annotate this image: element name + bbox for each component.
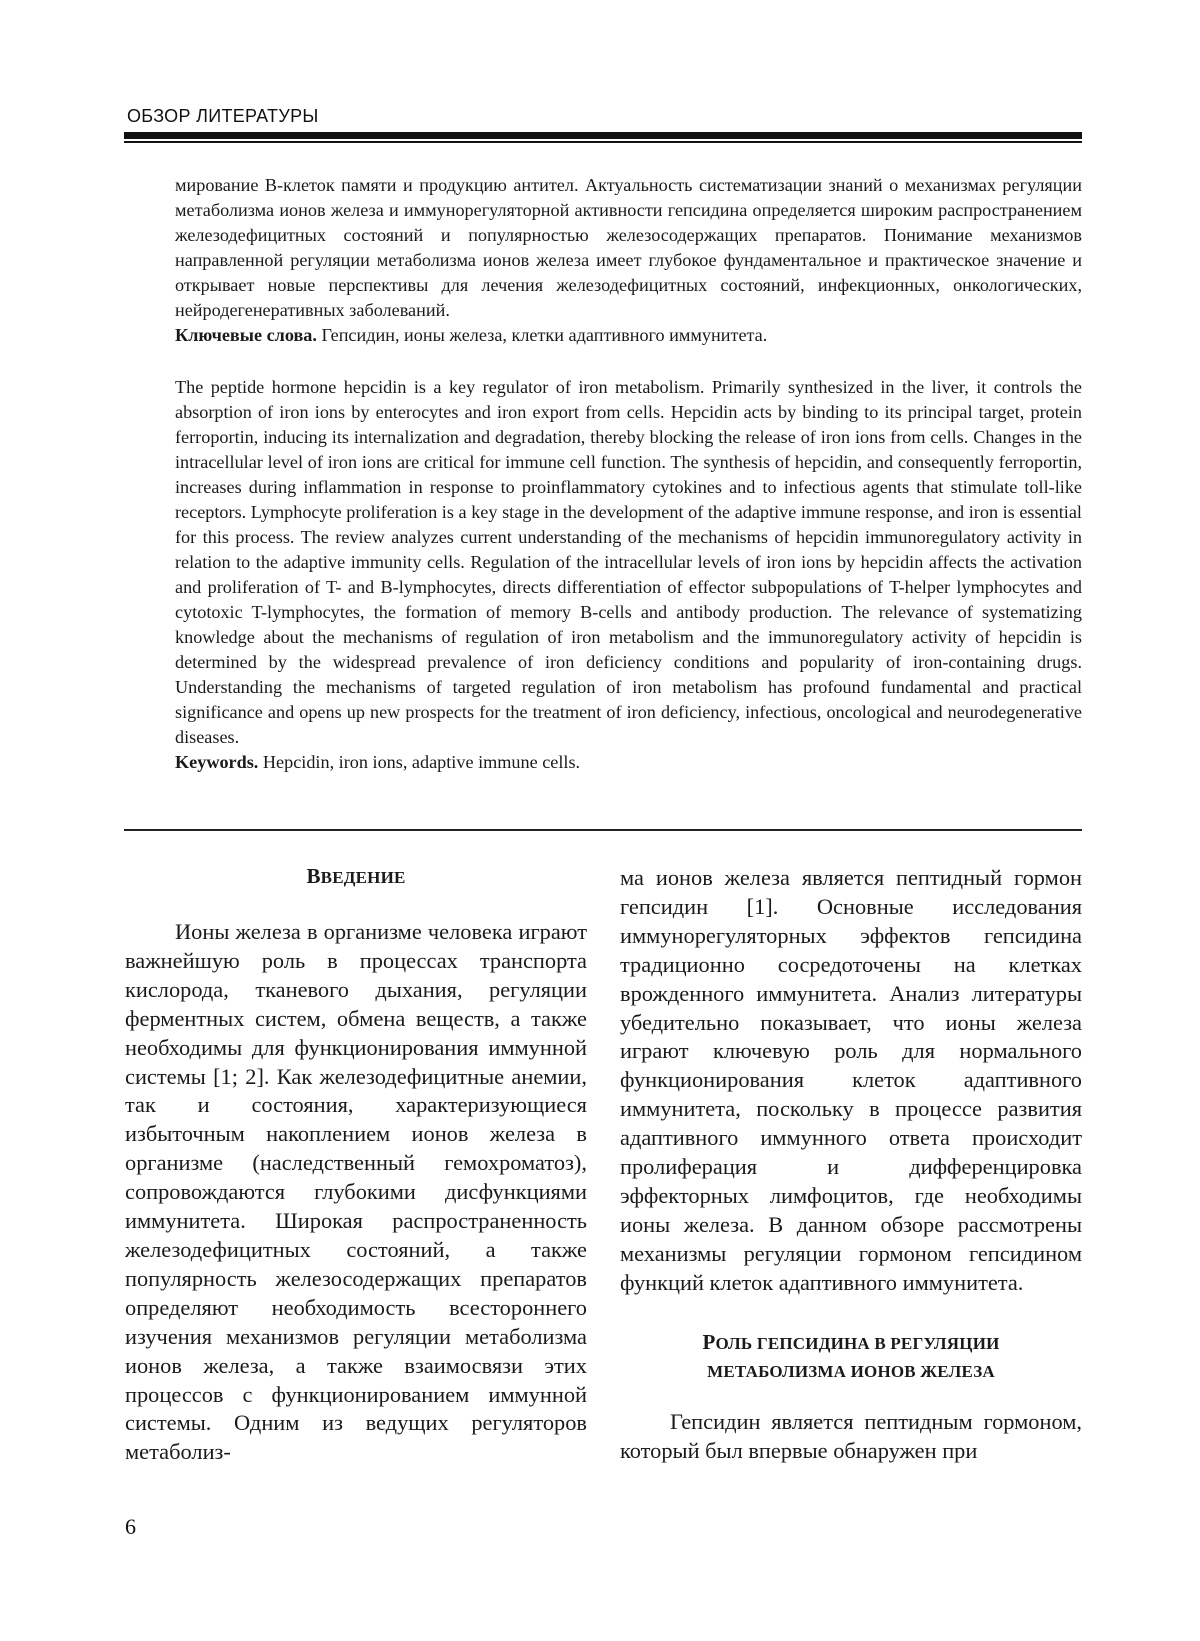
column-right: [620, 864, 1082, 1465]
intro-paragraph-right: ма ионов железа является пептидный гормон гепсидин [1]. Основные исследования иммунорегуляторных эффектов гепсидина традиционно сосредоточены на клетках врожденного иммунитета. Анализ литературы убедительно показывает, что ионы железа играют ключевую роль для нормального функционирования клеток адаптивного иммунитета, поскольку в процессе развития адаптивного иммунного ответа происходит пролиферация и дифференцировка эффекторных лимфоцитов, где необходимы ионы железа. В данном обзоре рассмотрены механизмы регуляции гормоном гепсидином функций клеток адаптивного иммунитета.: [620, 865, 1082, 1295]
abstract-separator-rule: [124, 829, 1082, 831]
section-title-hepcidin-initial: Р: [702, 1329, 716, 1354]
section2-paragraph: Гепсидин является пептидным гормоном, который был впервые обнаружен при: [620, 1408, 1082, 1463]
abstract-en-text: The peptide hormone hepcidin is a key regulator of iron metabolism. Primarily synthesized in the liver, it controls the absorption of iron ions by enterocytes and iron export from cells. Hepcidin acts by binding to its principal target, protein ferroportin, inducing its internalization and degradation, thereby blocking the release of iron ions from cells. Changes in the intracellular level of iron ions are critical for immune cell function. The synthesis of hepcidin, and consequently ferroportin, increases during inflammation in response to proinflammatory cytokines and to infectious agents that stimulate toll-like receptors. Lymphocyte proliferation is a key stage in the development of the adaptive immune response, and iron is essential for this process. The review analyzes current understanding of the mechanisms of hepcidin immunoregulatory activity in relation to the adaptive immunity cells. Regulation of the intracellular levels of iron ions by hepcidin affects the activation and proliferation of T- and B-lymphocytes, directs differentiation of effector subpopulations of T-helper lymphocytes and cytotoxic T-lymphocytes, the formation of memory B-cells and antibody production. The relevance of systematizing knowledge about the mechanisms of regulation of iron metabolism and the immunoregulatory activity of hepcidin is determined by the widespread prevalence of iron deficiency conditions and popularity of iron-containing drugs. Understanding the mechanisms of targeted regulation of iron metabolism has profound fundamental and practical significance and opens up new prospects for the treatment of iron deficiency, infectious, oncological and neurodegenerative diseases.: [175, 377, 1082, 747]
keywords-en-label: Keywords.: [175, 752, 259, 772]
column-left: [125, 862, 587, 1467]
intro-paragraph-left: Ионы железа в организме человека играют важнейшую роль в процессах транспорта кислорода, тканевого дыхания, регуляции ферментных систем, обмена веществ, а также необходимы для функционирования иммунной системы [1; 2]. Как железодефицитные анемии, так и состояния, характеризующиеся избыточным накоплением ионов железа в организме (наследственный гемохроматоз), сопровождаются глубокими дисфункциями иммунитета. Широкая распространенность железодефицитных состояний, а также популярность железосодержащих препаратов определяют необходимость всестороннего изучения механизмов регуляции метаболизма ионов железа, а также взаимосвязи этих процессов с функционированием иммунной системы. Одним из ведущих регуляторов метаболиз-: [125, 919, 587, 1465]
section-title-introduction-initial: В: [306, 864, 321, 888]
keywords-ru-text: Гепсидин, ионы железа, клетки адаптивного иммунитета.: [316, 325, 768, 345]
keywords-ru: [175, 323, 1082, 348]
section-title-hepcidin-line1: ОЛЬ ГЕПСИДИНА В РЕГУЛЯЦИИ: [715, 1333, 1000, 1353]
abstract-ru-text: мирование B-клеток памяти и продукцию антител. Актуальность систематизации знаний о механизмах регуляции метаболизма ионов железа и иммунорегуляторной активности гепсидина определяется широким распространением железодефицитных состояний и популярностью железосодержащих препаратов. Понимание механизмов направленной регуляции метаболизма ионов железа имеет глубокое фундаментальное и практическое значение и открывает новые перспективы для лечения железодефицитных состояний, инфекционных, онкологических, нейродегенеративных заболеваний.: [175, 175, 1082, 320]
header-rule-thick: [124, 132, 1082, 139]
abstract-russian: [175, 173, 1082, 348]
page-number: 6: [125, 1514, 136, 1539]
running-head: ОБЗОР ЛИТЕРАТУРЫ: [127, 106, 319, 126]
section-title-hepcidin-role: [620, 1328, 1082, 1386]
section-title-introduction: [125, 862, 587, 892]
keywords-en: [175, 750, 1082, 775]
abstract-english: [175, 375, 1082, 775]
section-title-introduction-rest: ВЕДЕНИЕ: [320, 868, 406, 887]
section-title-hepcidin-line2: МЕТАБОЛИЗМА ИОНОВ ЖЕЛЕЗА: [707, 1361, 995, 1381]
keywords-en-text: Hepcidin, iron ions, adaptive immune cells.: [258, 752, 581, 772]
header-rule-thin: [124, 141, 1082, 143]
keywords-ru-label: Ключевые слова.: [175, 325, 317, 345]
